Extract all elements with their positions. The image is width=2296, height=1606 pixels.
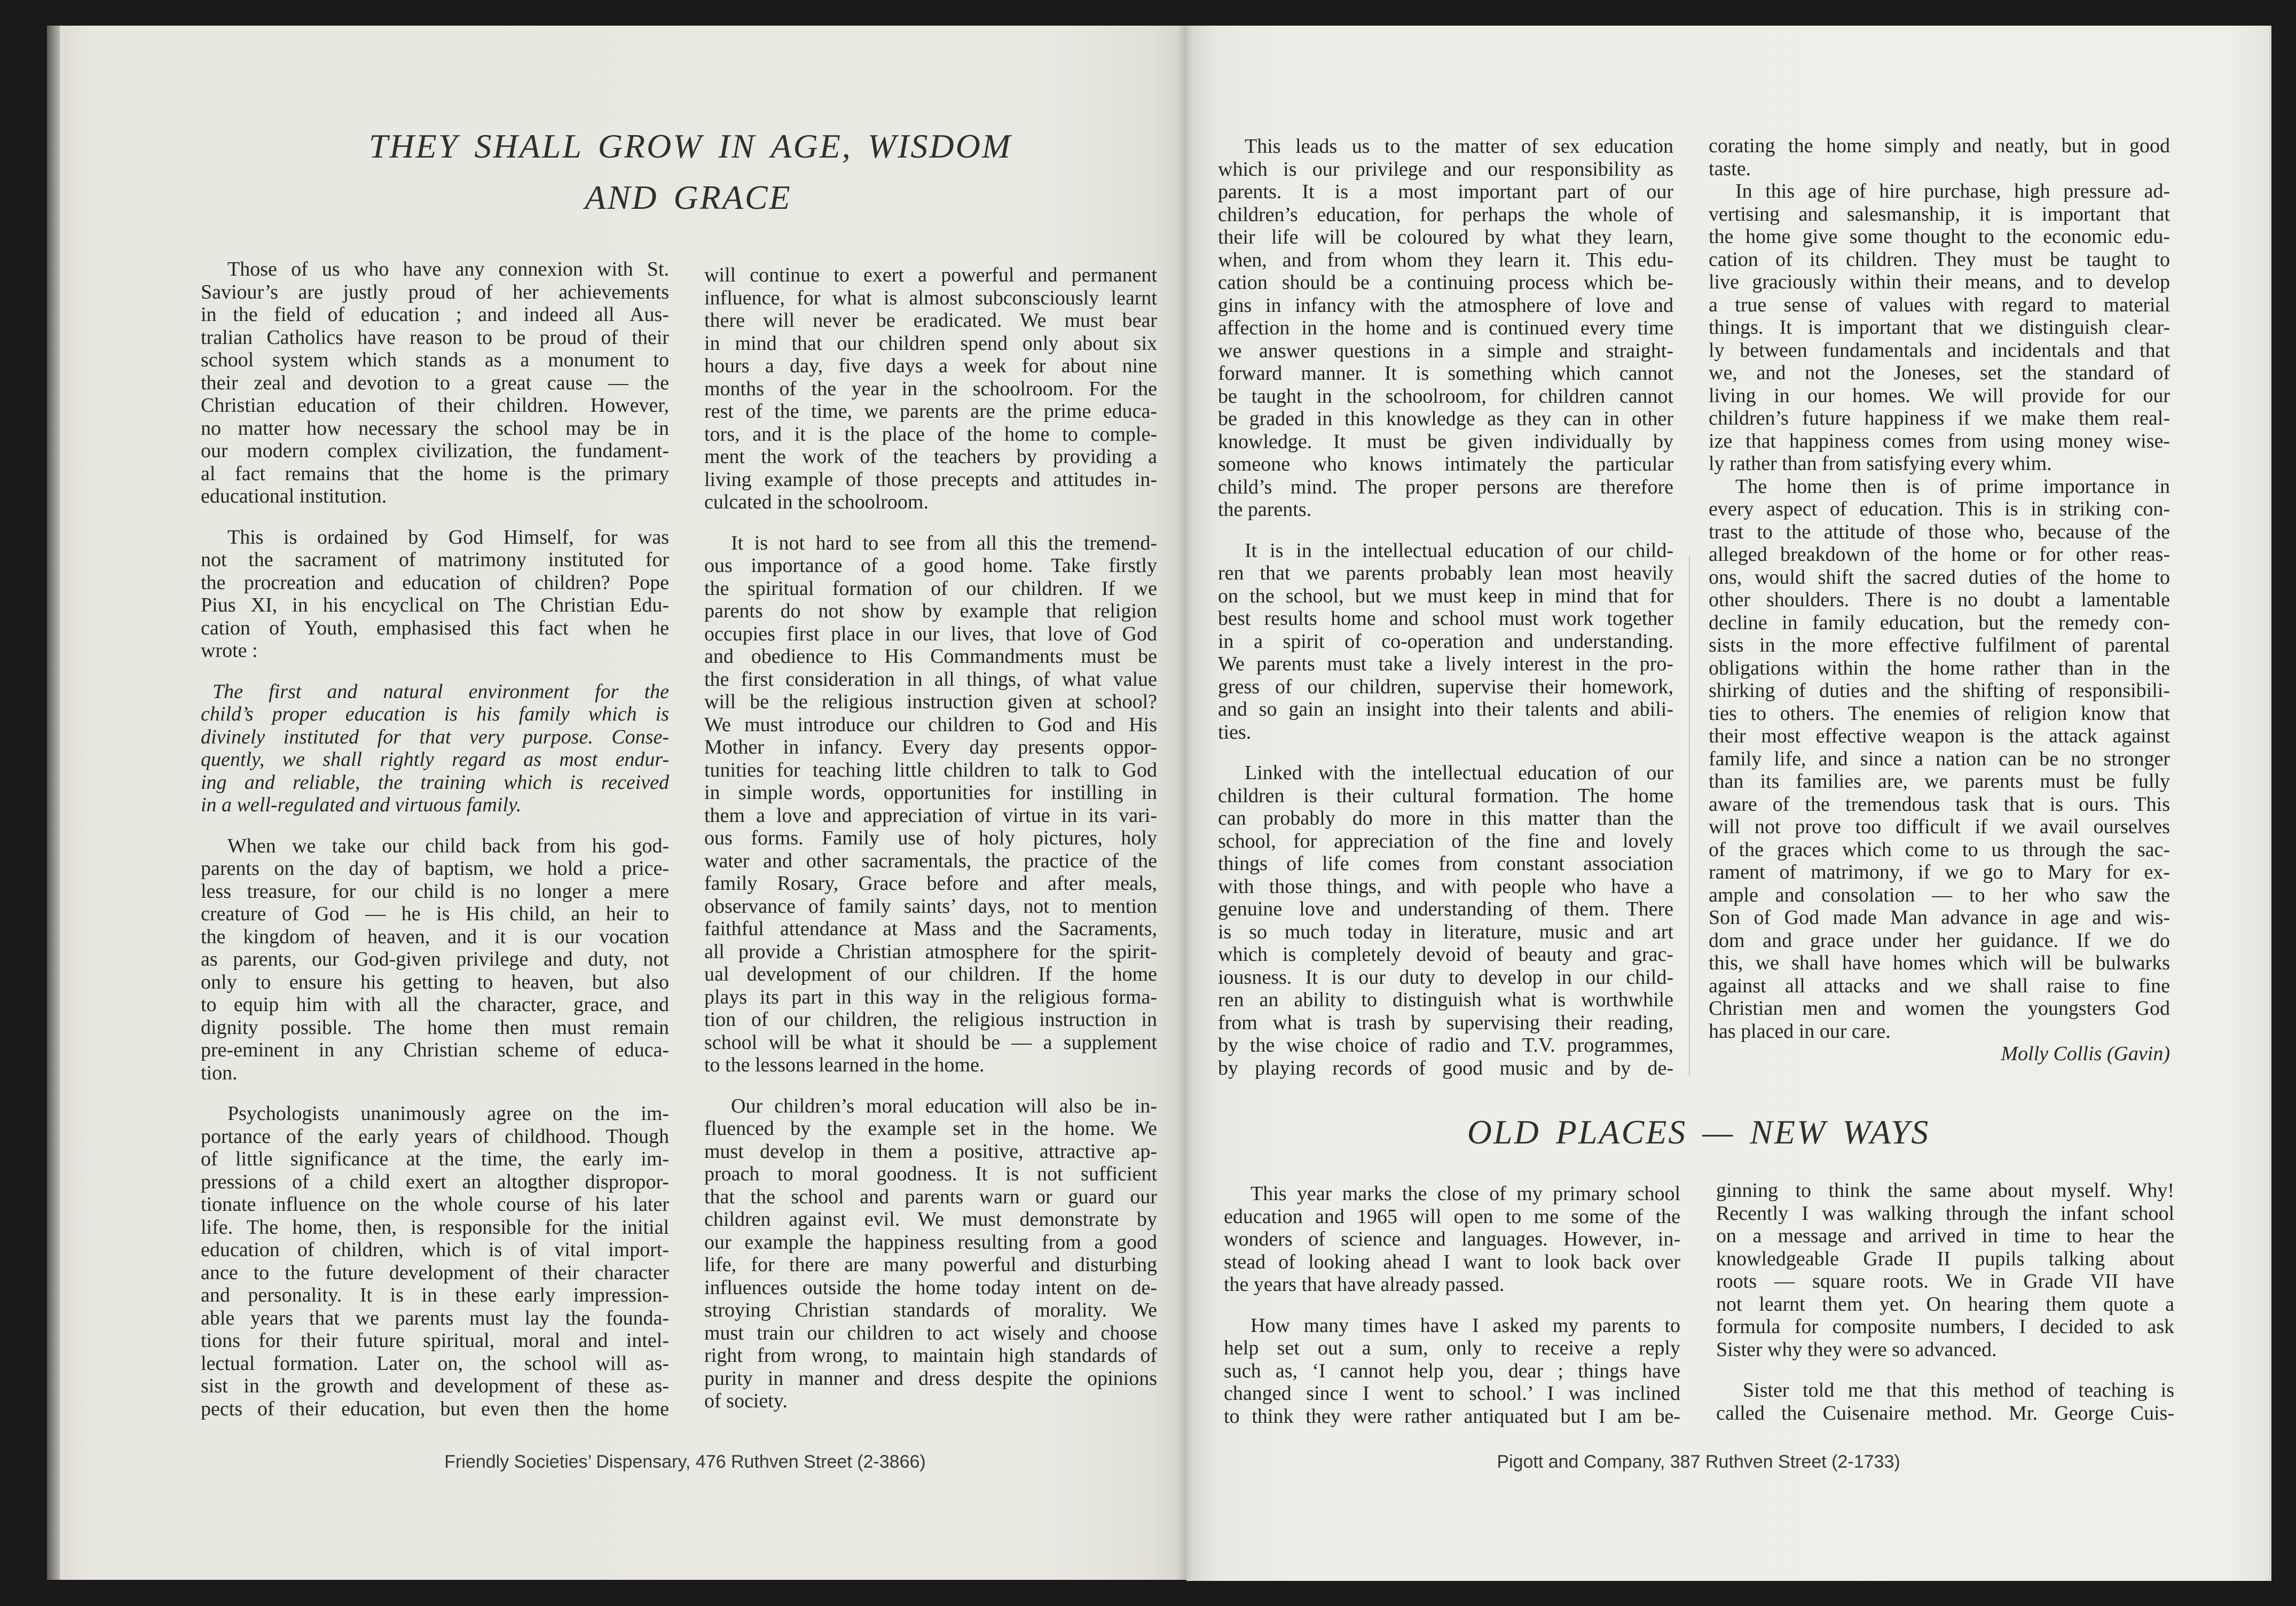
text-line: the home give some thought to the economic edu-	[1709, 225, 2170, 248]
text-line: cation should be a continuing process which be-	[1218, 271, 1673, 294]
text-line: school system which stands as a monument to	[201, 349, 669, 371]
text-line: proach to moral goodness. It is not sufficient	[704, 1163, 1157, 1185]
text-line: lectual formation. Later on, the school will as-	[201, 1352, 669, 1375]
text-line: can probably do more in this matter than the	[1218, 807, 1673, 829]
text-line: on the school, but we must keep in mind that for	[1218, 584, 1673, 607]
text-line: wonders of science and languages. However, in-	[1224, 1228, 1680, 1250]
text-line: will not prove too difficult if we avail ourselves	[1709, 816, 2170, 838]
text-line: things. It is important that we distinguish clear-	[1709, 316, 2170, 339]
text-line: Mother in infancy. Every day presents oppor-	[704, 736, 1157, 758]
text-line: education and 1965 will open to me some of the	[1224, 1205, 1680, 1228]
text-line: sist in the growth and development of these as-	[201, 1375, 669, 1397]
text-line: from what is trash by supervising their reading,	[1218, 1011, 1673, 1034]
text-line: stroying Christian standards of morality. We	[704, 1299, 1157, 1321]
text-line: the kingdom of heaven, and it is our vocation	[201, 925, 669, 948]
paragraph	[1224, 1314, 1680, 1428]
text-line: ons, would shift the sacred duties of the home to	[1709, 566, 2170, 589]
text-line: parents do not show by example that religion	[704, 600, 1157, 622]
text-line: must train our children to act wisely and choose	[704, 1321, 1157, 1344]
text-line: cation of its children. They must be taught to	[1709, 248, 2170, 271]
text-line: culcated in the schoolroom.	[704, 491, 929, 513]
text-line: pressions of a child exert an altogther dispropor-	[201, 1170, 669, 1193]
text-line: someone who knows intimately the particular	[1218, 453, 1673, 475]
text-line: cation of Youth, emphasised this fact when he	[201, 616, 669, 639]
text-line: months of the year in the schoolroom. For the	[704, 377, 1157, 400]
text-line: and personality. It is in these early impression-	[201, 1284, 669, 1306]
text-line: trast to the attitude of those who, because of the	[1709, 520, 2170, 543]
text-line: and so gain an insight into their talents and abili-	[1218, 698, 1673, 720]
text-line: iousness. It is our duty to develop in our child-	[1218, 966, 1673, 989]
text-line: help set out a sum, only to receive a reply	[1224, 1337, 1680, 1359]
text-line: tunities for teaching little children to talk to God	[704, 758, 1157, 781]
text-line: other shoulders. There is no doubt a lamentable	[1709, 589, 2170, 611]
text-line: knowledgeable Grade II pupils talking about	[1716, 1247, 2174, 1270]
paragraph	[704, 532, 1157, 1077]
text-line: ment the work of the teachers by providing a	[704, 445, 1157, 468]
page-edge-strip	[47, 26, 61, 1580]
text-line: rament of matrimony, if we go to Mary for ex-	[1709, 861, 2170, 883]
text-line: in a spirit of co-operation and understanding.	[1218, 630, 1673, 653]
text-line: In this age of hire purchase, high pressure ad-	[1735, 180, 2170, 202]
text-line: life, for there are many powerful and disturbing	[704, 1254, 1157, 1276]
text-line: right from wrong, to maintain high standards of	[704, 1344, 1157, 1367]
text-line: children against evil. We must demonstrate by	[704, 1208, 1157, 1231]
text-line: parents. It is a most important part of our	[1218, 181, 1673, 203]
text-line: al fact remains that the home is the primary	[201, 462, 669, 485]
paragraph	[704, 1095, 1157, 1413]
text-line: children is their cultural formation. The home	[1218, 784, 1673, 807]
text-line: a true sense of values with regard to material	[1709, 293, 2170, 316]
text-line: ous forms. Family use of holy pictures, holy	[704, 827, 1157, 849]
text-line: such as, ‘I cannot help you, dear ; things have	[1224, 1359, 1680, 1382]
text-line: the first consideration in all things, of what value	[704, 668, 1157, 691]
text-line: we answer questions in a simple and straight-	[1218, 339, 1673, 362]
text-line: stead of looking ahead I want to look back over	[1224, 1250, 1680, 1273]
text-line: the procreation and education of children? Pope	[201, 571, 669, 594]
text-line: alleged breakdown of the home or for other reas-	[1709, 543, 2170, 566]
text-line: We must introduce our children to God and His	[704, 713, 1157, 736]
text-line: obligations within the home rather than in the	[1709, 656, 2170, 679]
text-line: no matter how necessary the school may be in	[201, 417, 669, 440]
text-line: formula for composite numbers, I decided to ask	[1716, 1315, 2174, 1338]
text-line: of little significance at the time, the early im-	[201, 1148, 669, 1170]
paragraph	[201, 258, 669, 508]
text-line: child’s mind. The proper persons are therefore	[1218, 475, 1673, 498]
text-line: in the field of education ; and indeed all Aus-	[201, 303, 669, 326]
text-line: child’s proper education is his family which is	[201, 703, 669, 725]
text-line: of the graces which come to us through the sac-	[1709, 838, 2170, 861]
text-line: to think they were rather antiquated but I am be-	[1224, 1405, 1680, 1428]
text-line: children’s education, for perhaps the whole of	[1218, 203, 1673, 226]
text-line: wrote :	[201, 639, 258, 662]
text-line: tions for their future spiritual, moral and intel-	[201, 1329, 669, 1352]
text-line: living in our homes. We will provide for our	[1709, 384, 2170, 407]
text-line: education of children, which is of vital import-	[201, 1239, 669, 1261]
text-line: our example the happiness resulting from a good	[704, 1231, 1157, 1254]
text-line: When we take our child back from his god-	[227, 834, 669, 857]
text-line: Son of God made Man advance in age and wis-	[1709, 906, 2170, 929]
text-line: This leads us to the matter of sex education	[1245, 135, 1673, 158]
text-line: ize that happiness comes from using money wise-	[1709, 429, 2170, 452]
text-line: Those of us who have any connexion with St.	[227, 258, 669, 280]
paragraph	[1224, 1182, 1680, 1296]
left-page-footer: Friendly Societies’ Dispensary, 476 Ruthven Street (2-3866)	[444, 1452, 926, 1472]
text-line: must develop in them a positive, attractive ap-	[704, 1140, 1157, 1163]
paragraph	[1218, 539, 1673, 744]
text-line: their zeal and devotion to a great cause — the	[201, 371, 669, 394]
text-line: ing and reliable, the training which is received	[201, 771, 669, 794]
text-line: against all attacks and we shall raise to fine	[1709, 974, 2170, 997]
right-page-footer: Pigott and Company, 387 Ruthven Street (2-1733)	[1497, 1452, 1900, 1472]
text-line: to the lessons learned in the home.	[704, 1054, 985, 1076]
text-line: living example of those precepts and attitudes in-	[704, 468, 1157, 491]
text-line: school will be what it should be — a supplement	[704, 1031, 1157, 1054]
second-article-column-1	[1224, 1182, 1680, 1428]
text-line: ren an ability to distinguish what is worthwhile	[1218, 989, 1673, 1011]
text-line: family life, and since a nation can be no stronger	[1709, 747, 2170, 770]
text-line: quently, we shall rightly regard as most endur-	[201, 748, 669, 771]
left-page-column-1	[201, 258, 669, 1420]
text-line: Saviour’s are justly proud of her achievements	[201, 280, 669, 303]
text-line: ual development of our children. If the home	[704, 963, 1157, 985]
text-line: all provide a Christian atmosphere for the spirit-	[704, 940, 1157, 963]
text-line: able years that we parents must lay the founda-	[201, 1306, 669, 1329]
text-line: every aspect of education. This is in striking con-	[1709, 498, 2170, 520]
text-line: gins in infancy with the atmosphere of love and	[1218, 294, 1673, 317]
text-line: Pius XI, in his encyclical on The Christian Edu-	[201, 594, 669, 616]
text-line: in simple words, opportunities for instilling in	[704, 781, 1157, 804]
text-line: when, and from whom they learn it. This edu-	[1218, 248, 1673, 271]
text-line: It is in the intellectual education of our child-	[1245, 539, 1673, 562]
text-line: Sister told me that this method of teaching is	[1743, 1379, 2174, 1401]
text-line: rest of the time, we parents are the prime educa-	[704, 400, 1157, 422]
text-line: gress of our children, supervise their homework,	[1218, 675, 1673, 698]
text-line: genuine love and understanding of them. There	[1218, 898, 1673, 920]
text-line: changed since I went to school.’ I was inclined	[1224, 1382, 1680, 1405]
text-line: ties.	[1218, 720, 1252, 743]
author-signature: Molly Collis (Gavin)	[2001, 1043, 2170, 1065]
text-line: This year marks the close of my primary school	[1251, 1182, 1680, 1205]
paragraph	[201, 680, 669, 817]
text-line: in a well-regulated and virtuous family.	[201, 794, 522, 816]
text-line: school, for appreciation of the fine and lovely	[1218, 829, 1673, 852]
second-article-title: OLD PLACES — NEW WAYS	[1467, 1113, 1930, 1151]
article-title-line-2: AND GRACE	[585, 178, 792, 216]
text-line: their most effective weapon is the attack against	[1709, 725, 2170, 747]
text-line: portance of the early years of childhood. Though	[201, 1125, 669, 1148]
text-line: with those things, and with people who have a	[1218, 875, 1673, 898]
text-line: not the sacrament of matrimony instituted for	[201, 549, 669, 571]
paragraph	[201, 1102, 669, 1420]
text-line: affection in the home and is continued every time	[1218, 317, 1673, 339]
text-line: Sister why they were so advanced.	[1716, 1338, 1997, 1361]
text-line: occupies first place in our lives, that love of God	[704, 622, 1157, 645]
text-line: their life will be coloured by what they learn,	[1218, 226, 1673, 248]
text-line: Linked with the intellectual education of our	[1245, 762, 1673, 784]
text-line: knowledge. It must be given individually by	[1218, 430, 1673, 453]
text-line: tion of our children, the religious instruction in	[704, 1008, 1157, 1031]
paragraph	[1716, 1179, 2174, 1361]
text-line: parents on the day of baptism, we hold a price-	[201, 857, 669, 880]
text-line: tralian Catholics have reason to be proud of their	[201, 326, 669, 349]
text-line: creature of God — he is His child, an heir to	[201, 903, 669, 925]
text-line: as parents, our God-given privilege and duty, not	[201, 948, 669, 970]
text-line: corating the home simply and neatly, but in good	[1709, 135, 2170, 157]
text-line: family Rosary, Grace before and after meals,	[704, 872, 1157, 895]
text-line: children’s future happiness if we make them real-	[1709, 407, 2170, 429]
text-line: only to ensure his getting to heaven, but also	[201, 970, 669, 993]
text-line: Psychologists unanimously agree on the im-	[227, 1102, 669, 1125]
text-line: live graciously within their means, and to develop	[1709, 271, 2170, 293]
text-line: It is not hard to see from all this the tremend-	[731, 531, 1157, 554]
text-line: will continue to exert a powerful and permanent	[704, 264, 1157, 286]
text-line: we, and not the Joneses, set the standard of	[1709, 362, 2170, 384]
right-page-column-2	[1709, 135, 2170, 1043]
right-page-column-1	[1218, 135, 1673, 1079]
text-line: ly between fundamentals and incidentals and that	[1709, 339, 2170, 362]
text-line: of society.	[704, 1390, 788, 1412]
text-line: tion.	[201, 1061, 238, 1084]
text-line: faithful attendance at Mass and the Sacraments,	[704, 918, 1157, 940]
text-line: by playing records of good music and by de-	[1218, 1056, 1673, 1079]
spine-shadow	[1177, 26, 1193, 1580]
text-line: forward manner. It is something which cannot	[1218, 362, 1673, 385]
text-line: Recently I was walking through the infant school	[1716, 1202, 2174, 1225]
text-line: them a love and appreciation of virtue in its vari-	[704, 804, 1157, 827]
text-line: and obedience to His Commandments must be	[704, 645, 1157, 668]
text-line: less treasure, for our child is no longer a mere	[201, 880, 669, 903]
text-line: this, we shall have homes which will be bulwarks	[1709, 952, 2170, 974]
text-line: We parents must take a lively interest in the pro-	[1218, 653, 1673, 675]
text-line: in mind that our children spend only about six	[704, 332, 1157, 355]
text-line: taste.	[1709, 157, 1751, 180]
text-line: hours a day, five days a week for about nine	[704, 355, 1157, 377]
text-line: ties to others. The enemies of religion know that	[1709, 702, 2170, 725]
text-line: which is our privilege and our responsibility as	[1218, 158, 1673, 181]
text-line: be graded in this knowledge as they can in other	[1218, 408, 1673, 430]
paragraph	[201, 835, 669, 1085]
text-line: our modern complex civilization, the fundament-	[201, 440, 669, 462]
text-line: tors, and it is the place of the home to comple-	[704, 422, 1157, 445]
text-line: pects of their education, but even then the home	[201, 1397, 669, 1420]
text-line: The first and natural environment for the	[213, 680, 669, 703]
text-line: not learnt them yet. On hearing them quote a	[1716, 1292, 2174, 1315]
text-line: dignity possible. The home then must remain	[201, 1016, 669, 1039]
text-line: than its families are, we parents must be fully	[1709, 770, 2170, 793]
text-line: which is completely devoid of beauty and grac-	[1218, 943, 1673, 966]
text-line: Our children’s moral education will also be in-	[731, 1094, 1157, 1117]
text-line: ren that we parents probably lean most heavily	[1218, 562, 1673, 584]
paragraph	[201, 526, 669, 662]
text-line: ample and consolation — to her who saw the	[1709, 883, 2170, 906]
text-line: tionate influence on the whole course of his later	[201, 1193, 669, 1216]
text-line: shirking of duties and the shifting of responsibili-	[1709, 679, 2170, 702]
left-page-column-2	[704, 264, 1157, 1413]
text-line: This is ordained by God Himself, for was	[227, 526, 669, 549]
text-line: roots — square roots. We in Grade VII have	[1716, 1270, 2174, 1292]
paragraph	[1709, 135, 2170, 180]
article-title-line-1: THEY SHALL GROW IN AGE, WISDOM	[368, 127, 1012, 165]
text-line: educational institution.	[201, 485, 387, 507]
text-line: ginning to think the same about myself. Why!	[1716, 1179, 2174, 1202]
text-line: on a message and arrived in time to hear the	[1716, 1225, 2174, 1247]
text-line: decline in family education, but the remedy con-	[1709, 611, 2170, 634]
text-line: the years that have already passed.	[1224, 1273, 1505, 1296]
text-line: has placed in our care.	[1709, 1020, 1891, 1043]
text-line: The home then is of prime importance in	[1735, 475, 2170, 498]
text-line: that the school and parents warn or guard our	[704, 1185, 1157, 1208]
paragraph	[1709, 180, 2170, 475]
text-line: Christian men and women the youngsters God	[1709, 997, 2170, 1020]
text-line: aware of the tremendous task that is ours. This	[1709, 793, 2170, 816]
text-line: divinely instituted for that very purpose. Conse-	[201, 725, 669, 748]
text-line: pre-eminent in any Christian scheme of educa-	[201, 1039, 669, 1061]
right-page-edge	[2269, 26, 2271, 1581]
text-line: by the wise choice of radio and T.V. programmes,	[1218, 1034, 1673, 1056]
text-line: the parents.	[1218, 498, 1312, 521]
text-line: vertising and salesmanship, it is important that	[1709, 202, 2170, 225]
column-rule	[1689, 555, 1690, 1076]
second-article-column-2	[1716, 1179, 2174, 1424]
text-line: there will never be eradicated. We must bear	[704, 309, 1157, 332]
text-line: to equip him with all the character, grace, and	[201, 993, 669, 1016]
paragraph	[1218, 762, 1673, 1079]
text-line: purity in manner and dress despite the opinions	[704, 1367, 1157, 1390]
text-line: ous importance of a good home. Take firstly	[704, 554, 1157, 577]
paragraph	[1218, 135, 1673, 521]
text-line: How many times have I asked my parents to	[1251, 1314, 1680, 1337]
text-line: is so much today in literature, music and art	[1218, 920, 1673, 943]
text-line: observance of family saints’ days, not to mention	[704, 895, 1157, 918]
text-line: things of life comes from constant association	[1218, 852, 1673, 875]
paragraph	[1716, 1379, 2174, 1424]
text-line: plays its part in this way in the religious forma-	[704, 985, 1157, 1008]
text-line: influence, for what is almost subconsciously learnt	[704, 286, 1157, 309]
text-line: ly rather than from satisfying every whim.	[1709, 452, 2052, 475]
text-line: be taught in the schoolroom, for children cannot	[1218, 385, 1673, 408]
paragraph	[704, 264, 1157, 514]
text-line: will be the religious instruction given at school?	[704, 691, 1157, 713]
text-line: Christian education of their children. However,	[201, 394, 669, 417]
text-line: called the Cuisenaire method. Mr. George Cuis-	[1716, 1401, 2174, 1424]
text-line: sists in the more effective fulfilment of parental	[1709, 634, 2170, 656]
text-line: life. The home, then, is responsible for the initial	[201, 1216, 669, 1239]
text-line: water and other sacramentals, the practice of the	[704, 849, 1157, 872]
text-line: the spiritual formation of our children. If we	[704, 577, 1157, 600]
text-line: fluenced by the example set in the home. We	[704, 1117, 1157, 1140]
text-line: dom and grace under her guidance. If we do	[1709, 929, 2170, 952]
text-line: influences outside the home today intent on de-	[704, 1276, 1157, 1299]
text-line: best results home and school must work together	[1218, 607, 1673, 630]
paragraph	[1709, 475, 2170, 1043]
text-line: ance to the future development of their character	[201, 1261, 669, 1284]
